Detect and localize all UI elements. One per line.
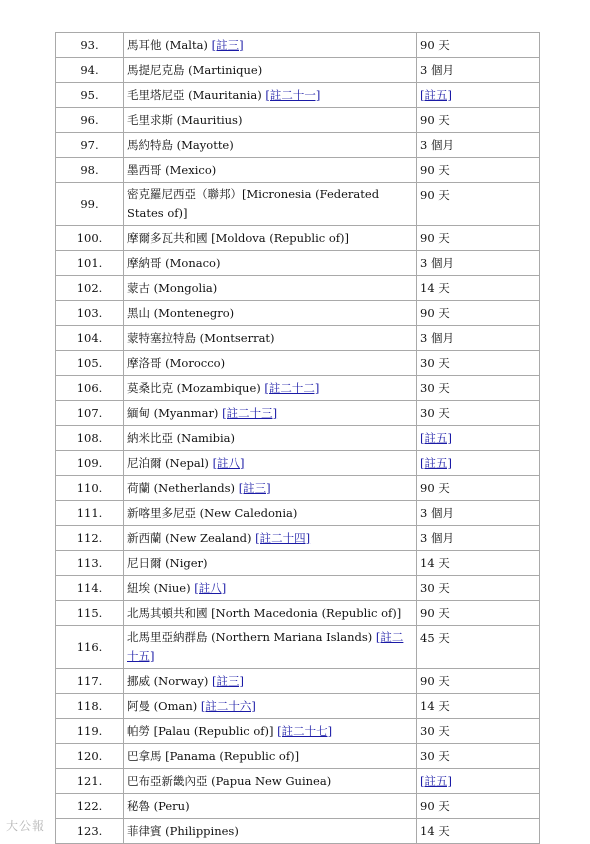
stay-period-cell	[417, 183, 540, 226]
stay-period: 90 天	[420, 674, 450, 688]
country-name: 摩洛哥 (Morocco)	[127, 356, 226, 370]
country-cell	[124, 551, 417, 576]
stay-period-cell	[417, 133, 540, 158]
stay-footnote-link[interactable]: [註五]	[420, 88, 452, 102]
country-name: 荷蘭 (Netherlands)	[127, 481, 236, 495]
table-row	[56, 819, 540, 844]
stay-period: 14 天	[420, 556, 450, 570]
stay-period-cell	[417, 426, 540, 451]
country-name: 納米比亞 (Namibia)	[127, 431, 236, 445]
stay-footnote-link[interactable]: [註五]	[420, 774, 452, 788]
country-name: 墨西哥 (Mexico)	[127, 163, 217, 177]
stay-period: 90 天	[420, 188, 450, 202]
table-row	[56, 251, 540, 276]
stay-period-cell	[417, 694, 540, 719]
row-number: 113.	[56, 551, 124, 576]
stay-period: 3 個月	[420, 506, 454, 520]
stay-period: 90 天	[420, 799, 450, 813]
country-cell	[124, 376, 417, 401]
row-number: 117.	[56, 669, 124, 694]
country-cell	[124, 794, 417, 819]
country-cell	[124, 526, 417, 551]
row-number: 107.	[56, 401, 124, 426]
row-number: 103.	[56, 301, 124, 326]
stay-period-cell	[417, 33, 540, 58]
stay-period: 90 天	[420, 163, 450, 177]
stay-period: 3 個月	[420, 63, 454, 77]
table-row	[56, 158, 540, 183]
stay-period-cell	[417, 576, 540, 601]
stay-period-cell	[417, 626, 540, 669]
stay-period: 14 天	[420, 824, 450, 838]
country-cell	[124, 58, 417, 83]
stay-period: 3 個月	[420, 256, 454, 270]
country-cell	[124, 183, 417, 226]
row-number: 104.	[56, 326, 124, 351]
country-name: 阿曼 (Oman)	[127, 699, 198, 713]
stay-period: 30 天	[420, 356, 450, 370]
stay-period: 90 天	[420, 231, 450, 245]
row-number: 118.	[56, 694, 124, 719]
footnote-link[interactable]: [註二十四]	[255, 531, 311, 545]
table-row	[56, 426, 540, 451]
stay-period-cell	[417, 769, 540, 794]
table-row	[56, 326, 540, 351]
table-row	[56, 183, 540, 226]
stay-period: 90 天	[420, 606, 450, 620]
stay-period: 30 天	[420, 749, 450, 763]
stay-period-cell	[417, 108, 540, 133]
country-name: 巴拿馬 [Panama (Republic of)]	[127, 749, 300, 763]
visa-free-table	[55, 32, 540, 844]
country-name: 北馬里亞納群島 (Northern Mariana Islands)	[127, 630, 373, 644]
stay-period-cell	[417, 251, 540, 276]
country-cell	[124, 251, 417, 276]
table-row	[56, 769, 540, 794]
stay-period: 30 天	[420, 381, 450, 395]
row-number: 122.	[56, 794, 124, 819]
table-row	[56, 476, 540, 501]
stay-period-cell	[417, 744, 540, 769]
row-number: 111.	[56, 501, 124, 526]
country-cell	[124, 158, 417, 183]
country-name: 尼泊爾 (Nepal)	[127, 456, 209, 470]
country-cell	[124, 326, 417, 351]
country-cell	[124, 501, 417, 526]
country-cell	[124, 33, 417, 58]
stay-period: 90 天	[420, 306, 450, 320]
country-name: 毛里塔尼亞 (Mauritania)	[127, 88, 262, 102]
footnote-link[interactable]: [註二十三]	[222, 406, 278, 420]
country-cell	[124, 226, 417, 251]
table-row	[56, 133, 540, 158]
table-row	[56, 108, 540, 133]
stay-footnote-link[interactable]: [註五]	[420, 456, 452, 470]
table-row	[56, 794, 540, 819]
country-cell	[124, 451, 417, 476]
table-row	[56, 226, 540, 251]
country-cell	[124, 669, 417, 694]
country-name: 馬耳他 (Malta)	[127, 38, 208, 52]
country-cell	[124, 476, 417, 501]
country-cell	[124, 83, 417, 108]
row-number: 102.	[56, 276, 124, 301]
table-row	[56, 276, 540, 301]
country-name: 蒙古 (Mongolia)	[127, 281, 218, 295]
country-name: 緬甸 (Myanmar)	[127, 406, 219, 420]
row-number: 94.	[56, 58, 124, 83]
stay-period-cell	[417, 794, 540, 819]
stay-footnote-link[interactable]: [註五]	[420, 431, 452, 445]
stay-period-cell	[417, 719, 540, 744]
country-cell	[124, 601, 417, 626]
stay-period: 14 天	[420, 281, 450, 295]
stay-period-cell	[417, 58, 540, 83]
stay-period-cell	[417, 83, 540, 108]
table-row	[56, 669, 540, 694]
footnote-link[interactable]: [註二十一]	[265, 88, 321, 102]
stay-period-cell	[417, 351, 540, 376]
row-number: 112.	[56, 526, 124, 551]
table-row	[56, 551, 540, 576]
stay-period-cell	[417, 601, 540, 626]
row-number: 109.	[56, 451, 124, 476]
stay-period: 30 天	[420, 724, 450, 738]
stay-period: 90 天	[420, 38, 450, 52]
country-name: 尼日爾 (Niger)	[127, 556, 208, 570]
stay-period: 45 天	[420, 631, 450, 645]
footnote-link[interactable]: [註二十二]	[264, 381, 320, 395]
stay-period-cell	[417, 276, 540, 301]
country-cell	[124, 744, 417, 769]
table-row	[56, 58, 540, 83]
stay-period-cell	[417, 301, 540, 326]
row-number: 123.	[56, 819, 124, 844]
row-number: 116.	[56, 626, 124, 669]
country-name: 巴布亞新畿內亞 (Papua New Guinea)	[127, 774, 332, 788]
footnote-link[interactable]: [註二十七]	[277, 724, 333, 738]
stay-period-cell	[417, 158, 540, 183]
country-cell	[124, 694, 417, 719]
country-name: 毛里求斯 (Mauritius)	[127, 113, 243, 127]
footnote-link[interactable]: [註三]	[211, 674, 244, 688]
country-cell	[124, 719, 417, 744]
footnote-link[interactable]: [註八]	[212, 456, 245, 470]
country-cell	[124, 276, 417, 301]
table-body	[56, 33, 540, 844]
row-number: 119.	[56, 719, 124, 744]
stay-period: 14 天	[420, 699, 450, 713]
row-number: 101.	[56, 251, 124, 276]
country-cell	[124, 133, 417, 158]
table-row	[56, 694, 540, 719]
row-number: 106.	[56, 376, 124, 401]
country-cell	[124, 819, 417, 844]
table-row	[56, 83, 540, 108]
table-row	[56, 376, 540, 401]
row-number: 121.	[56, 769, 124, 794]
row-number: 115.	[56, 601, 124, 626]
stay-period-cell	[417, 401, 540, 426]
row-number: 95.	[56, 83, 124, 108]
row-number: 120.	[56, 744, 124, 769]
footnote-link[interactable]: [註二十五]	[127, 630, 404, 663]
country-name: 帕勞 [Palau (Republic of)]	[127, 724, 274, 738]
watermark-logo: 大公報	[6, 819, 46, 833]
country-name: 蒙特塞拉特島 (Montserrat)	[127, 331, 275, 345]
row-number: 110.	[56, 476, 124, 501]
table-row	[56, 601, 540, 626]
stay-period-cell	[417, 226, 540, 251]
footnote-link[interactable]: [註二十六]	[200, 699, 256, 713]
row-number: 114.	[56, 576, 124, 601]
country-name: 馬提尼克島 (Martinique)	[127, 63, 263, 77]
row-number: 108.	[56, 426, 124, 451]
country-cell	[124, 301, 417, 326]
country-name: 菲律賓 (Philippines)	[127, 824, 239, 838]
country-cell	[124, 769, 417, 794]
table-row	[56, 626, 540, 669]
row-number: 96.	[56, 108, 124, 133]
stay-period-cell	[417, 451, 540, 476]
table-row	[56, 401, 540, 426]
stay-period-cell	[417, 526, 540, 551]
country-name: 馬約特島 (Mayotte)	[127, 138, 234, 152]
country-cell	[124, 108, 417, 133]
table-row	[56, 576, 540, 601]
stay-period-cell	[417, 326, 540, 351]
stay-period-cell	[417, 819, 540, 844]
row-number: 99.	[56, 183, 124, 226]
footnote-link[interactable]: [註三]	[238, 481, 271, 495]
row-number: 97.	[56, 133, 124, 158]
table-row	[56, 301, 540, 326]
country-cell	[124, 626, 417, 669]
table-row	[56, 501, 540, 526]
country-name: 莫桑比克 (Mozambique)	[127, 381, 261, 395]
stay-period-cell	[417, 501, 540, 526]
country-name: 紐埃 (Niue)	[127, 581, 191, 595]
country-name: 黑山 (Montenegro)	[127, 306, 235, 320]
country-cell	[124, 351, 417, 376]
table-row	[56, 526, 540, 551]
stay-period-cell	[417, 476, 540, 501]
stay-period-cell	[417, 551, 540, 576]
row-number: 93.	[56, 33, 124, 58]
country-name: 秘魯 (Peru)	[127, 799, 190, 813]
country-name: 挪威 (Norway)	[127, 674, 209, 688]
footnote-link[interactable]: [註八]	[194, 581, 227, 595]
stay-period: 30 天	[420, 406, 450, 420]
country-name: 北馬其頓共和國 [North Macedonia (Republic of)]	[127, 606, 402, 620]
row-number: 105.	[56, 351, 124, 376]
stay-period: 90 天	[420, 113, 450, 127]
country-cell	[124, 426, 417, 451]
stay-period: 90 天	[420, 481, 450, 495]
footnote-link[interactable]: [註三]	[211, 38, 244, 52]
country-name: 新西蘭 (New Zealand)	[127, 531, 252, 545]
row-number: 100.	[56, 226, 124, 251]
table-row	[56, 719, 540, 744]
row-number: 98.	[56, 158, 124, 183]
country-name: 摩納哥 (Monaco)	[127, 256, 221, 270]
country-cell	[124, 576, 417, 601]
country-name: 密克羅尼西亞（聯邦）[Micronesia (Federated States of)]	[127, 187, 380, 220]
stay-period-cell	[417, 669, 540, 694]
table-row	[56, 451, 540, 476]
stay-period-cell	[417, 376, 540, 401]
table-row	[56, 744, 540, 769]
country-name: 新喀里多尼亞 (New Caledonia)	[127, 506, 298, 520]
stay-period: 3 個月	[420, 331, 454, 345]
stay-period: 3 個月	[420, 531, 454, 545]
stay-period: 3 個月	[420, 138, 454, 152]
table-row	[56, 33, 540, 58]
country-name: 摩爾多瓦共和國 [Moldova (Republic of)]	[127, 231, 349, 245]
table-row	[56, 351, 540, 376]
country-cell	[124, 401, 417, 426]
stay-period: 30 天	[420, 581, 450, 595]
